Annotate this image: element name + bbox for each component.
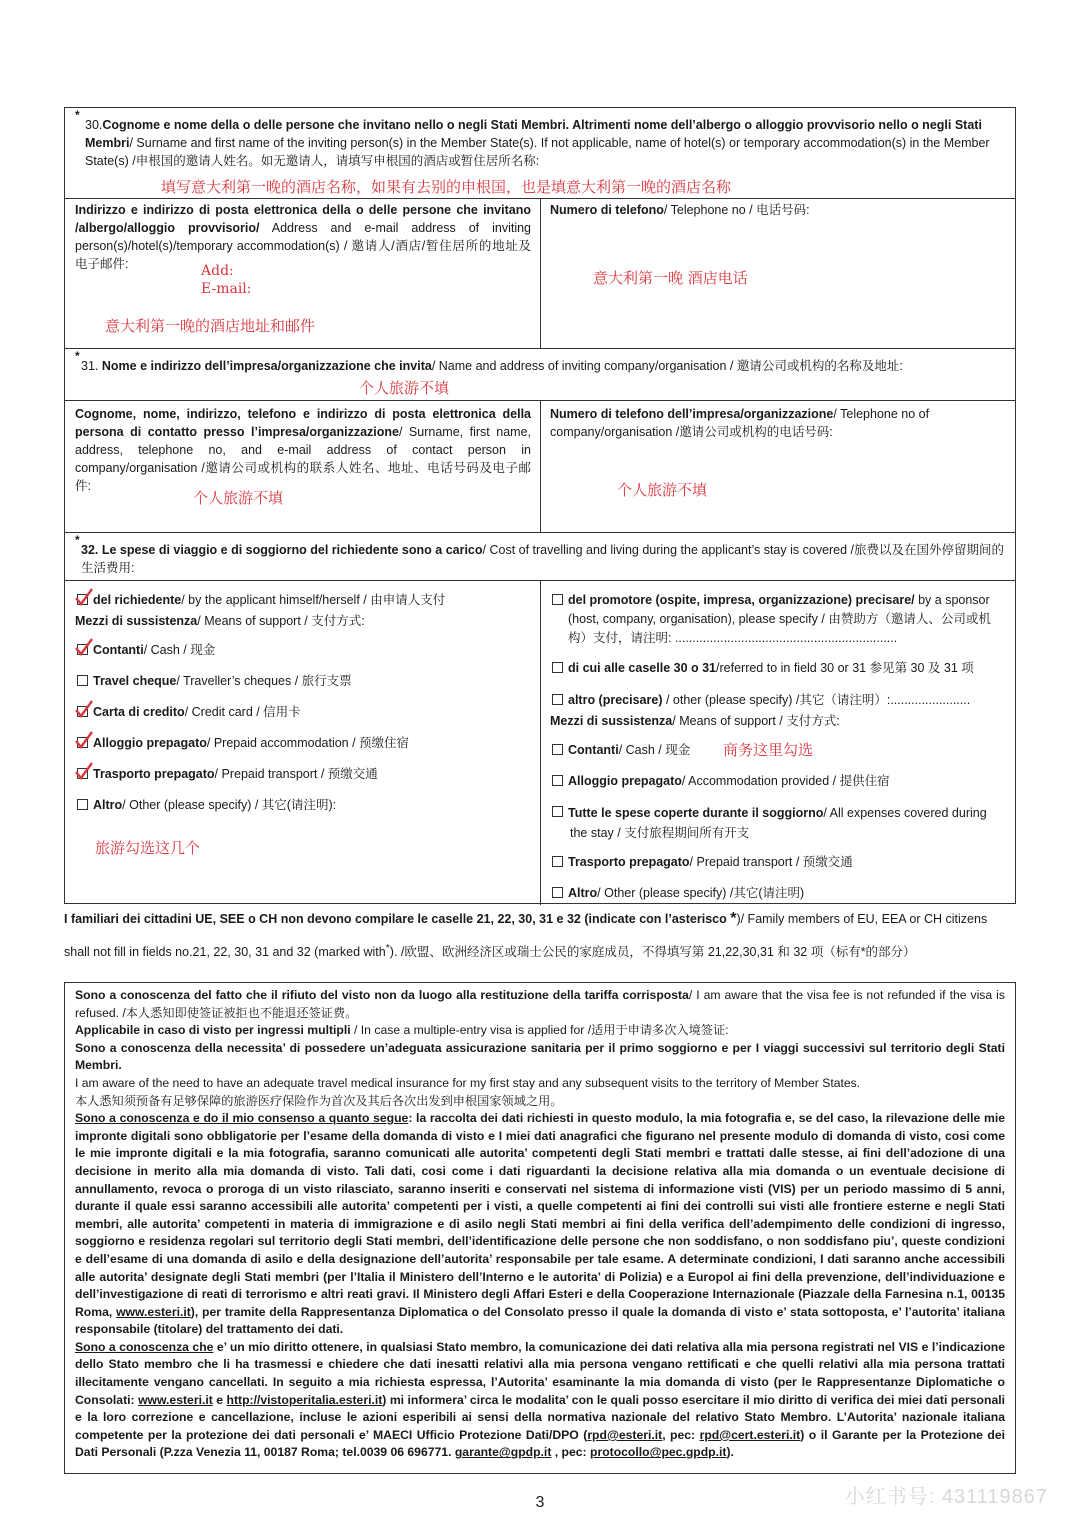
family-members-note: I familiari dei cittadini UE, SEE o CH non devono compilare le caselle 21, 22, 30, 31 e 32 (indicate con l’asterisco *)/ Family members of EU, EEA or CH citizens shall not fill in fields no.21, 22, 30, 31 and 32 (marked with*). /欧盟、欧洲经济区或瑞士公民的家庭成员，不得填写第 21,22,30,31 和 32 项（标有*的部分） [64,910,988,960]
checkbox-box[interactable] [552,744,563,755]
checkbox-box[interactable] [552,694,563,705]
annotation-hotel-name: 填写意大利第一晚的酒店名称，如果有去别的申根国，也是填意大利第一晚的酒店名称 [161,178,732,196]
email-handwritten: E-mail: [201,281,252,297]
contact-label: Cognome, nome, indirizzo, telefono e indirizzo di posta elettronica della persona di contatto presso l’impresa/organizzazione/ Surname, first name, address, telephone no, and e-mail address of contact person in company/organisation /邀请公司或机构的联系人姓名、地址、电话号码及电子邮件: [75,407,531,493]
annotation-contact: 个人旅游不填 [193,489,284,507]
field-32-header: * 32. Le spese di viaggio e di soggiorno del richiedente sono a carico/ Cost of travelling and living during the applicant’s stay is covered /旅费以及在国外停留期间的生活费用: [65,532,1015,580]
checkbox-box[interactable] [552,775,563,786]
checkbox-box[interactable] [552,662,563,673]
company-phone-label: Numero di telefono dell’impresa/organizzazione/ Telephone no of company/organisation /邀请公司或机构的电话号码: [550,407,930,439]
checkbox-fields-30-31[interactable]: di cui alle caselle 30 o 31/referred to in field 30 or 31 参见第 30 及 31 项 [552,659,974,677]
checkbox-box[interactable] [77,799,88,810]
annotation-company: 个人旅游不填 [359,379,450,397]
address-label: Indirizzo e indirizzo di posta elettronica della o delle persone che invitano /albergo/alloggio provvisorio/ Address and e-mail address of inviting person(s)/hotel(s)/temporary accommodation(s) / 邀请人/酒店/暂住居所的地址及电子邮件: [75,203,531,271]
field-31-header: * 31. Nome e indirizzo dell’impresa/organizzazione che invita/ Name and address of inviting company/organisation / 邀请公司或机构的名称及地址: 个人旅游不填 [65,348,1015,400]
annotation-tourism: 旅游勾选这几个 [95,839,201,857]
checkbox-travel-cheque[interactable]: Travel cheque/ Traveller’s cheques / 旅行支票 [77,672,352,690]
field-30-details [65,198,1015,348]
checkmark-icon [74,638,94,658]
link-esteri[interactable]: www.esteri.it [116,1304,191,1319]
checkbox-other-left[interactable]: Altro/ Other (please specify) / 其它(请注明): [77,796,336,814]
checkbox-box[interactable] [552,806,563,817]
field-31-details [65,400,1015,532]
checkbox-box[interactable] [552,594,563,605]
decl-multiple-entry: Applicabile in caso di visto per ingressi multipli / In case a multiple-entry visa is applied for /适用于申请多次入境签证: [75,1023,729,1038]
address-handwritten: Add: [201,263,234,279]
checkbox-sponsor-transport[interactable]: Trasporto prepagato/ Prepaid transport / 预缴交通 [552,853,853,871]
checkbox-box[interactable] [552,856,563,867]
checkbox-applicant[interactable]: del richiedente/ by the applicant himself/herself / 由申请人支付 [77,591,445,609]
checkmark-icon [74,762,94,782]
page-number: 3 [535,1494,545,1511]
checkbox-other-sponsor[interactable]: altro (precisare) / other (please specify) /其它（请注明）:....................... [552,691,970,709]
decl-consent: Sono a conoscenza e do il mio consenso a quanto segue: la raccolta dei dati richiesti in questo modulo, la mia fotografia e, se del caso, la rilevazione delle mie impronte digitali sono obbligatorie per l’esame della domanda di visto e I miei dati anagrafici che figurano nel presente modulo di domanda di visto, cosi come le mie impronte digitali e la mia fotografia, saranno comunicati alle autorita’ competenti degli Stati membri e trattati dalle stesse, ai fini dell’adozione di una decisione in merito alla mia domanda di visto. Tali dati, cosi come i dati riguardanti la decisione relativa alla mia domanda o un eventuale decisione di annullamento, revoca o proroga di un visto rilasciato, saranno inseriti e conservati nel sistema di informazione visti (VIS) per un periodo massimo di 5 anni, durante il quale essi saranno accessibili alle autorita’ competenti per i visti, a quelle competenti ai fini dei controlli sui visti alle frontiere esterne e negli Stati membri, alle autorita’ competenti in materia di immigrazione e di asilo negli Stati membri ai fini della verifica dell’adempimento delle condizioni di ingresso, soggiorno e residenza regolari sul territorio degli Stati membri, dell’identificazione delle persone che non soddisfano, o non soddisfano piu’, queste condizioni e dell’esame di una domanda di asilo e della designazione dell’autorita’ responsabile per tale esame. A determinate condizioni, I dati saranno anche accessibili alle autorita’ designate degli Stati membri (per l’Italia il Ministero dell’Interno e le autorita’ di Polizia) e a Europol ai fini della prevenzione, dell’individuazione e dell’investigazione di reati di terrorismo e altri reati gravi. Il Ministero degli Affari Esteri e della Cooperazione Internazionale (Piazzale della Farnesina n.1, 00135 Roma, www.esteri.it), per tramite della Rappresentanza Diplomatica o del Consolato presso il quale la domanda di visto e’ stata sottoposta, e’ l’autorita’ italiana responsabile (titolare) del trattamento dei dati. [75,1111,1005,1337]
link-rpd-cert[interactable]: rpd@cert.esteri.it [699,1427,801,1442]
watermark: 小红书号: 431119867 [844,1486,1048,1508]
link-esteri-2[interactable]: www.esteri.it [138,1392,213,1407]
checkbox-box[interactable] [77,706,88,717]
decl-rights: Sono a conoscenza che e’ un mio diritto ottenere, in qualsiasi Stato membro, la comunicazione dei dati relativa alla mia persona registrati nel VIS e l’indicazione dello Stato membro che li ha trasmessi e chiedere che dati inesatti relativi alla mia persona vengano rettificati e che quelli relativi alla mia persona trattati illecitamente vengano cancellati. In seguito a mia richiesta espressa, l’Autorita’ esaminante la mia domanda di visto (per le Rappresentanze Diplomatiche o Consolati: www.esteri.it e http://vistoperitalia.esteri.it) mi informera’ circa le modalita’ con le quali posso esercitare il mio diritto di verifica dei miei dati personali e la loro correzione e cancellazione, incluse le azioni esperibili ai sensi della normativa nazionale del relativo Stato Membro. L’Autorita’ nazionale italiana competente per la protezione dei dati personali e’ MAECI Ufficio Protezione Dati/DPO (rpd@esteri.it, pec: rpd@cert.esteri.it) o il Garante per la Protezione dei Dati Personali (P.zza Venezia 11, 00187 Roma; tel.0039 06 696771. garante@gpdp.it , pec: protocollo@pec.gpdp.it). [75,1339,1006,1460]
checkmark-icon [74,731,94,751]
link-protocollo[interactable]: protocollo@pec.gpdp.it [590,1445,727,1460]
link-rpd[interactable]: rpd@esteri.it [587,1427,663,1442]
link-garante[interactable]: garante@gpdp.it [454,1445,552,1460]
annotation-hotel-address: 意大利第一晚的酒店地址和邮件 [105,317,316,335]
annotation-hotel-phone: 意大利第一晚 酒店电话 [593,269,748,287]
field-30-header: * 30.Cognome e nome della o delle persone che invitano nello o negli Stati Membri. Altrimenti nome dell’albergo o alloggio provvisorio nello o negli Stati Membri/ Surname and first name of the inviting person(s) in the Member State(s). If not applicable, name of hotel(s) or temporary accommodation(s) in the Member State(s) /申根国的邀请人姓名。如无邀请人，请填写申根国的酒店或暂住居所名称: 填写意大利第一晚的酒店名称，如果有去别的申根国，也是填意大利第一晚的酒店名称 [75,108,990,196]
checkmark-icon [74,588,94,608]
checkmark-icon [74,700,94,720]
declaration-box [64,982,1016,1474]
annotation-company-phone: 个人旅游不填 [617,481,708,499]
visa-form-table [64,107,1016,904]
field-32-options [65,580,1015,905]
phone-label: Numero di telefono/ Telephone no / 电话号码: [550,203,810,217]
means-of-support-left: Mezzi di sussistenza/ Means of support / 支付方式: [75,614,365,628]
checkbox-box[interactable] [77,594,88,605]
checkbox-prepaid-transport[interactable]: Trasporto prepagato/ Prepaid transport / 预缴交通 [77,765,378,783]
checkbox-box[interactable] [77,768,88,779]
checkbox-box[interactable] [77,644,88,655]
checkbox-cash[interactable]: Contanti/ Cash / 现金 [77,641,215,659]
checkbox-credit-card[interactable]: Carta di credito/ Credit card / 信用卡 [77,703,301,721]
means-of-support-right: Mezzi di sussistenza/ Means of support / 支付方式: [550,714,840,728]
checkbox-prepaid-accommodation[interactable]: Alloggio prepagato/ Prepaid accommodation / 预缴住宿 [77,734,409,752]
checkbox-sponsor[interactable]: del promotore (ospite, impresa, organizzazione) precisare/ by a sponsor (host, company, organisation), please specify / 由赞助方（邀请人、公司或机构）支付，请注明: ................................................................ [552,591,1007,648]
checkbox-box[interactable] [77,737,88,748]
decl-insurance-cn: 本人悉知须预备有足够保障的旅游医疗保险作为首次及其后各次出发到申根国家领域之用。 [75,1093,563,1108]
annotation-business: 商务这里勾选 [723,741,814,759]
checkbox-box[interactable] [77,675,88,686]
decl-visa-fee: Sono a conoscenza del fatto che il rifiuto del visto non da luogo alla restituzione della tariffa corrisposta/ I am aware that the visa fee is not refunded if the visa is refused. /本人悉知即使签证被拒也不能退还签证费。 [75,988,1005,1020]
link-vistoperitalia[interactable]: http://vistoperitalia.esteri.it [226,1392,383,1407]
checkbox-sponsor-other[interactable]: Altro/ Other (please specify) /其它(请注明) [552,884,804,902]
checkbox-accommodation-provided[interactable]: Alloggio prepagato/ Accommodation provided / 提供住宿 [552,772,890,790]
checkbox-sponsor-cash[interactable]: Contanti/ Cash / 现金 [552,741,690,759]
checkbox-all-expenses[interactable]: Tutte le spese coperte durante il soggiorno/ All expenses covered during the stay / 支付旅程期间所有开支 [552,803,1007,843]
decl-insurance-en: I am aware of the need to have an adequate travel medical insurance for my first stay and any subsequent visits to the territory of Member States. [75,1075,861,1090]
decl-insurance-it: Sono a conoscenza della necessita’ di possedere un’adeguata assicurazione sanitaria per il primo soggiorno e per I viaggi successivi sul territorio degli Stati Membri. [75,1040,1005,1073]
checkbox-box[interactable] [552,887,563,898]
